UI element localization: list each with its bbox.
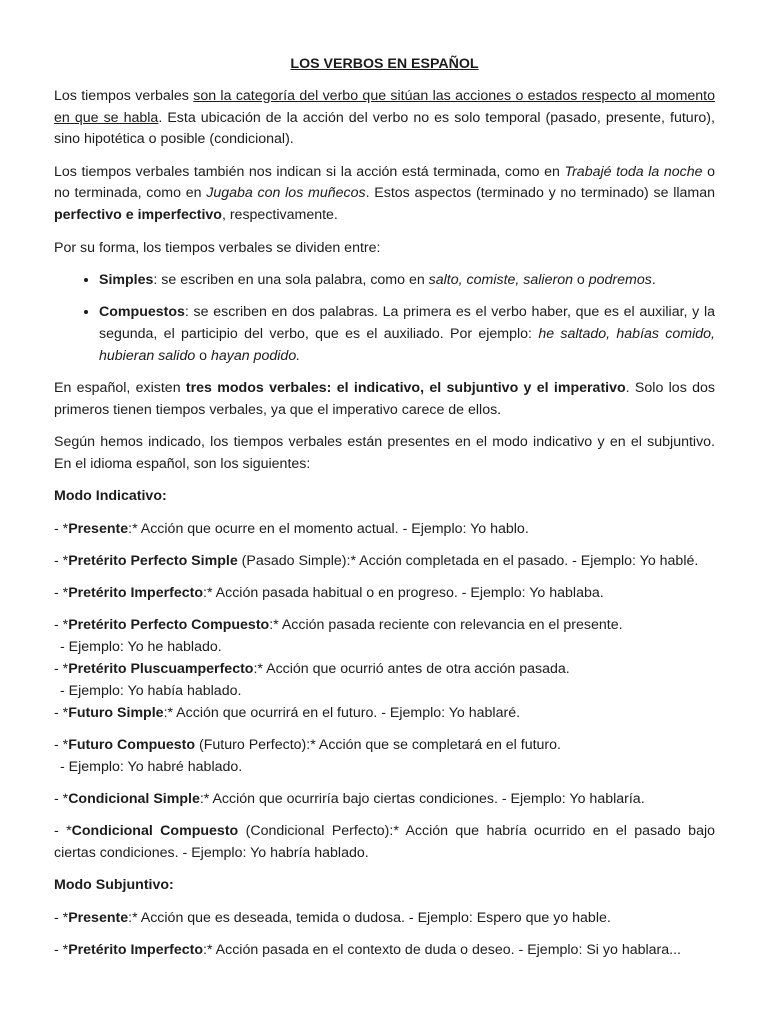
modes-paragraph (54, 378, 715, 422)
tense-name: Presente (68, 909, 129, 926)
indicative-heading-text: Modo Indicativo: (54, 488, 167, 505)
compuestos-last-example: hayan podido. (211, 347, 301, 364)
tense-item (54, 735, 715, 779)
tense-description: (Pasado Simple):* Acción completada en el pasado. - Ejemplo: Yo hablé. (237, 552, 699, 569)
aspect-terms: perfectivo e imperfectivo (54, 207, 222, 224)
tense-example: - Ejemplo: Yo había hablado. (60, 682, 242, 699)
aspect-text-2: o no terminada, como en (54, 163, 715, 202)
tense-name: Condicional Compuesto (71, 823, 239, 840)
tense-item (54, 519, 715, 541)
simples-conj: o (572, 271, 589, 288)
tense-prefix: - * (54, 520, 69, 537)
tense-description: :* Acción que ocurrirá en el futuro. - Ejemplo: Yo hablaré. (163, 704, 521, 721)
tense-name: Futuro Compuesto (68, 736, 196, 753)
tense-description: (Futuro Perfecto):* Acción que se completará en el futuro. (195, 736, 561, 753)
compuestos-conj: o (195, 347, 212, 364)
tense-item (54, 659, 715, 703)
tense-description: :* Acción que ocurre en el momento actual. - Ejemplo: Yo hablo. (128, 520, 529, 537)
modes-text-2: . Solo los dos primeros tienen tiempos verbales, ya que el imperativo carece de ellos. (54, 380, 715, 418)
aspect-paragraph (54, 162, 715, 227)
tense-description: :* Acción pasada en el contexto de duda o deseo. - Ejemplo: Si yo hablara... (203, 942, 681, 958)
tense-prefix: - * (54, 552, 69, 569)
list-item-compuestos (99, 302, 715, 367)
tense-name: Futuro Simple (68, 704, 164, 721)
tense-item (54, 703, 715, 725)
intro-rest: . Esta ubicación de la acción del verbo no es solo temporal (pasado, presente, futuro), sino hipotética o posible (condicional). (54, 109, 715, 148)
tense-prefix: - * (54, 617, 69, 634)
simples-term: Simples (99, 271, 154, 288)
tense-description: :* Acción que ocurrió antes de otra acción pasada. (253, 661, 570, 678)
tense-prefix: - * (54, 585, 69, 602)
subjunctive-heading-text: Modo Subjuntivo: (54, 877, 174, 894)
aspect-example-1: Trabajé toda la noche (564, 163, 703, 180)
tense-item (54, 940, 715, 962)
simples-end: . (651, 271, 656, 288)
tense-prefix: - * (54, 942, 69, 958)
tense-prefix: - * (54, 704, 69, 721)
tense-prefix: - * (54, 736, 69, 753)
tense-item (54, 789, 715, 811)
tense-name: Pretérito Perfecto Compuesto (68, 617, 270, 634)
document-title: LOS VERBOS EN ESPAÑOL (290, 56, 479, 72)
tense-example: - Ejemplo: Yo he hablado. (60, 639, 222, 656)
list-intro: Según hemos indicado, los tiempos verbales están presentes en el modo indicativo y en el subjuntivo. En el idioma español, son los siguientes: (54, 434, 715, 472)
list-item-simples (99, 270, 715, 292)
modes-text-1: En español, existen (54, 380, 186, 397)
modes-bold: tres modos verbales: el indicativo, el subjuntivo y el imperativo (185, 380, 626, 397)
tense-description: :* Acción pasada reciente con relevancia en el presente. (269, 617, 623, 634)
form-list (54, 270, 715, 368)
tense-prefix: - * (54, 909, 69, 926)
tense-description: :* Acción pasada habitual o en progreso. - Ejemplo: Yo hablaba. (203, 585, 604, 602)
tense-name: Presente (68, 520, 129, 537)
aspect-text-4: , respectivamente. (221, 207, 338, 224)
intro-paragraph (54, 86, 715, 151)
tense-name: Pretérito Pluscuamperfecto (68, 661, 254, 678)
tense-example: - Ejemplo: Yo habré hablado. (60, 758, 243, 775)
compuestos-examples: he saltado, habías comido, hubieran salido (99, 325, 715, 364)
simples-examples: salto, comiste, salieron (428, 271, 573, 288)
tense-item (54, 821, 715, 865)
tense-item (54, 908, 715, 930)
tense-description: :* Acción que es deseada, temida o dudosa. - Ejemplo: Espero que yo hable. (128, 909, 611, 926)
compuestos-text: : se escriben en dos palabras. La primera es el verbo haber, que es el auxiliar, y la segunda, el participio del verbo, que es el auxiliado. Por ejemplo: (99, 304, 715, 342)
tense-name: Pretérito Perfecto Simple (68, 552, 238, 569)
aspect-example-2: Jugaba con los muñecos (206, 185, 366, 202)
aspect-text-3: . Estos aspectos (terminado y no terminado) se llaman (365, 185, 715, 202)
tense-description: :* Acción que ocurriría bajo ciertas condiciones. - Ejemplo: Yo hablaría. (199, 791, 645, 808)
tense-name: Pretérito Imperfecto (68, 942, 204, 958)
tense-item (54, 615, 715, 659)
tense-prefix: - * (54, 823, 72, 840)
form-intro: Por su forma, los tiempos verbales se dividen entre: (54, 239, 381, 256)
tense-description: (Condicional Perfecto):* Acción que habría ocurrido en el pasado bajo ciertas condiciones. - Ejemplo: Yo habría hablado. (54, 823, 716, 862)
aspect-text-1: Los tiempos verbales también nos indican si la acción está terminada, como en (54, 163, 565, 180)
tense-item (54, 583, 715, 605)
subjunctive-heading (54, 875, 715, 897)
intro-definition: son la categoría del verbo que sitúan las acciones o estados respecto al momento en que se habla (54, 87, 715, 126)
tense-item (54, 551, 715, 573)
simples-last-example: podremos (588, 271, 652, 288)
simples-text: : se escriben en una sola palabra, como en (153, 271, 429, 288)
tense-prefix: - * (54, 661, 69, 678)
indicative-heading (54, 486, 715, 508)
tense-name: Pretérito Imperfecto (68, 585, 204, 602)
compuestos-term: Compuestos (99, 304, 185, 321)
tense-name: Condicional Simple (68, 791, 200, 808)
tense-prefix: - * (54, 791, 69, 808)
intro-lead: Los tiempos verbales (54, 87, 194, 104)
